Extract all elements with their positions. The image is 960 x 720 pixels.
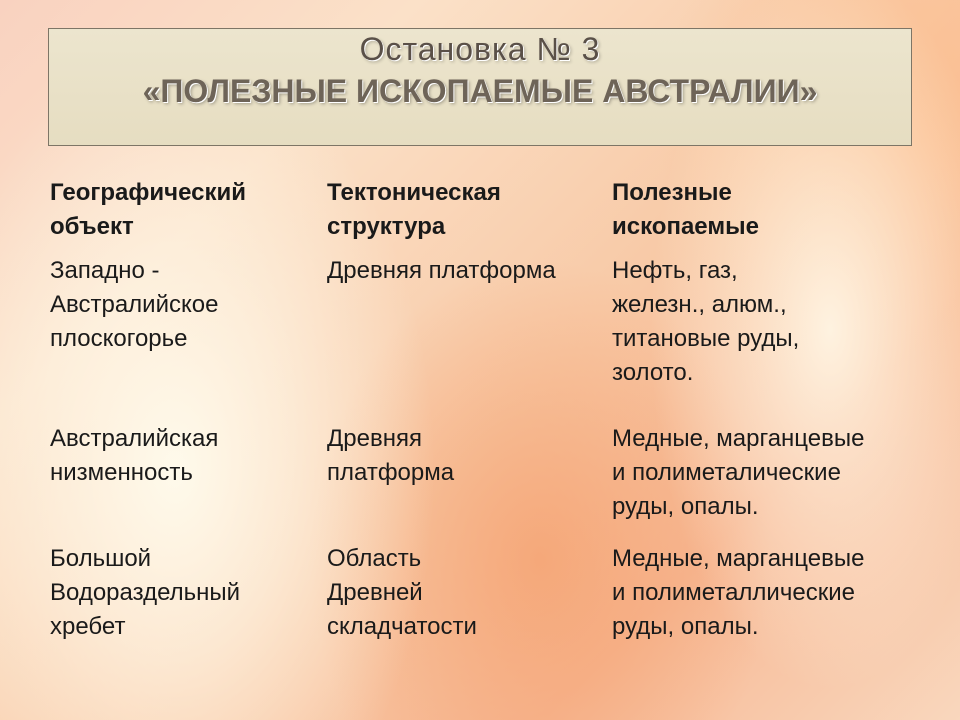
cell-minerals: Нефть, газ, железн., алюм., титановые руды, золото. — [612, 257, 800, 386]
header-minerals: Полезные ископаемые — [612, 179, 759, 240]
cell-structure: Древняя платформа — [327, 425, 455, 486]
table-header-row — [50, 176, 930, 254]
title-box — [48, 28, 912, 146]
cell-object: Большой Водораздельный хребет — [50, 545, 241, 640]
cell-structure: Область Древней складчатости — [327, 545, 477, 640]
topic-title: «ПОЛЕЗНЫЕ ИСКОПАЕМЫЕ АВСТРАЛИИ» — [142, 73, 818, 109]
cell-structure: Древняя платформа — [327, 257, 556, 284]
header-geographic-object: Географический объект — [50, 179, 246, 240]
table-row — [50, 542, 930, 652]
header-tectonic-structure: Тектоническая структура — [327, 179, 501, 240]
cell-object: Западно - Австралийское плоскогорье — [50, 257, 219, 352]
cell-minerals: Медные, марганцевые и полиметалические руды, опалы. — [612, 425, 865, 520]
table-row — [50, 422, 930, 542]
stop-title: Остановка № 3 — [359, 31, 601, 67]
cell-minerals: Медные, марганцевые и полиметаллические руды, опалы. — [612, 545, 865, 640]
table-row — [50, 254, 930, 422]
minerals-table — [50, 176, 930, 652]
cell-object: Австралийская низменность — [50, 425, 219, 486]
